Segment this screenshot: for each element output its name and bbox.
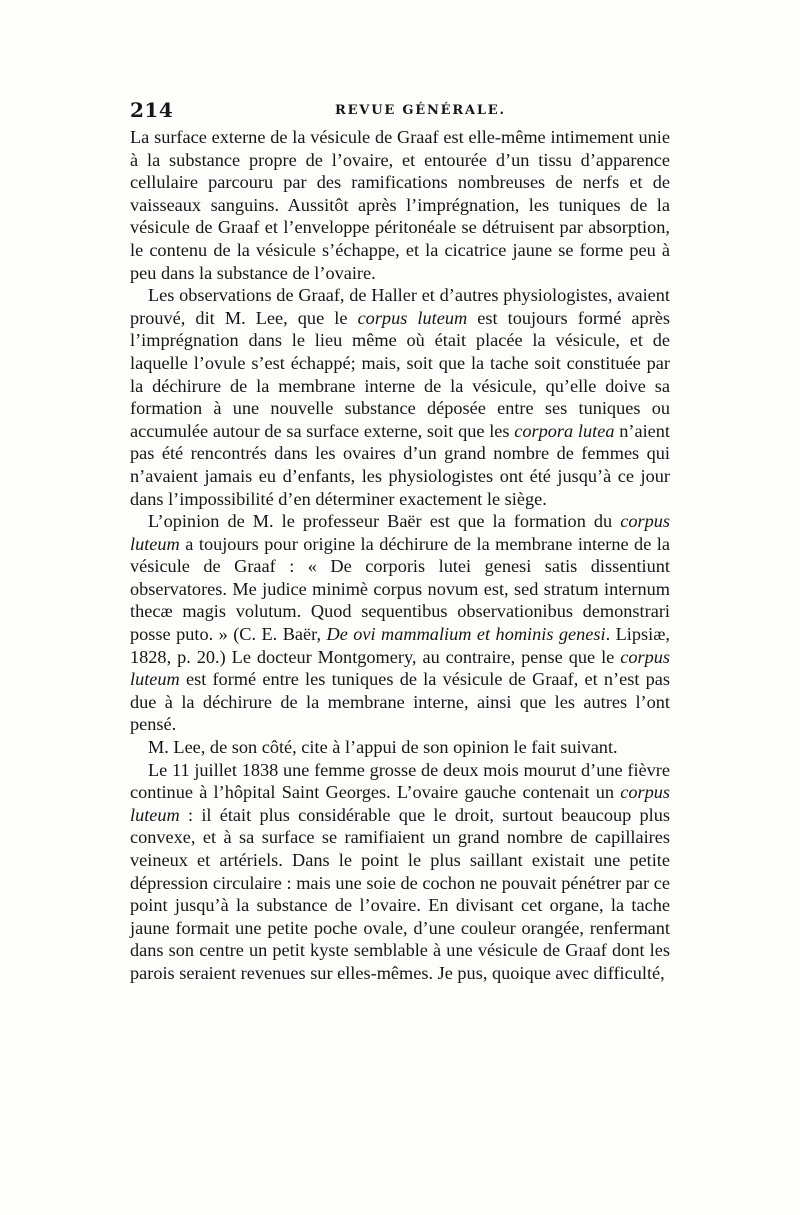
text-run: a toujours pour origine la déchirure de la membrane interne de la vésicule de Graaf : « De corporis lutei genesi satis dissentiunt observatores. Me judice minimè corpus novum est, sed stratum internum thecæ magis volutum. Quod sequentibus observationibus demonstrari posse puto. » (C. E. Baër, bbox=[130, 533, 670, 645]
text-run: Les observations de Graaf, de Haller et d’autres physiologistes, avaient prouvé, dit M. Lee, que le bbox=[130, 285, 670, 328]
running-title: REVUE GÉNÉRALE. bbox=[335, 103, 506, 118]
page-number: 214 bbox=[130, 98, 174, 122]
body-text bbox=[130, 126, 670, 985]
text-run: n’aient pas été rencontrés dans les ovaires d’un grand nombre de femmes qui n’avaient jamais eu d’enfants, les physiologistes ont été jusqu’à ce jour dans l’impossibilité d’en déterminer exactement le siège. bbox=[130, 420, 670, 509]
italic-term: corpus luteum bbox=[130, 782, 670, 825]
paragraph bbox=[130, 736, 670, 759]
paragraph bbox=[130, 284, 670, 510]
italic-term: De ovi mammalium et hominis genesi bbox=[326, 624, 606, 645]
paragraph bbox=[130, 126, 670, 284]
italic-term: corpus luteum bbox=[357, 307, 468, 328]
text-run: Le 11 juillet 1838 une femme grosse de deux mois mourut d’une fièvre continue à l’hôpital Saint Georges. L’ovaire gauche contenait un bbox=[130, 759, 670, 803]
italic-term: corpus luteum bbox=[130, 511, 670, 554]
text-run: L’opinion de M. le professeur Baër est que la formation du bbox=[148, 511, 621, 532]
running-head bbox=[130, 98, 670, 124]
text-run: . Lipsiæ, 1828, p. 20.) Le docteur Montgomery, au contraire, pense que le bbox=[130, 624, 670, 667]
italic-term: corpora lutea bbox=[514, 420, 615, 441]
text-run: : il était plus considérable que le droit, surtout beaucoup plus convexe, et à sa surface se ramifiaient un grand nombre de capillaires veineux et artériels. Dans le point le plus saillant existait une petite dépression circulaire : mais une soie de cochon ne pouvait pénétrer par ce point jusqu’à la substance de l’ovaire. En divisant cet organe, la tache jaune formait une petite poche ovale, d’une couleur orangée, renfermant dans son centre un petit kyste semblable à une vésicule de Graaf dont les parois seraient revenues sur elles-mêmes. Je pus, quoique avec difficulté, bbox=[130, 804, 670, 983]
text-run: La surface externe de la vésicule de Graaf est elle-même intimement unie à la substance propre de l’ovaire, et entourée d’un tissu d’apparence cellulaire parcouru par des ramifications nombreuses de nerfs et de vaisseaux sanguins. Aussitôt après l’imprégnation, les tuniques de la vésicule de Graaf et l’enveloppe péritonéale se détruisent par absorption, le contenu de la vésicule s’échappe, et la cicatrice jaune se forme peu à peu dans la substance de l’ovaire. bbox=[130, 127, 670, 283]
paragraph bbox=[130, 759, 670, 985]
text-run: est formé entre les tuniques de la vésicule de Graaf, et n’est pas due à la déchirure de la membrane interne, ainsi que les autres l’ont pensé. bbox=[130, 669, 670, 735]
text-run: est toujours formé après l’imprégnation dans le lieu même où était placée la vésicule, et de laquelle l’ovule s’est échappé; mais, soit que la tache soit constituée par la déchirure de la membrane interne de la vésicule, qu’elle doive sa formation à une nouvelle substance déposée entre ses tuniques ou accumulée autour de sa surface externe, soit que les bbox=[130, 307, 671, 441]
paragraph bbox=[130, 510, 670, 736]
text-run: M. Lee, de son côté, cite à l’appui de son opinion le fait suivant. bbox=[148, 737, 618, 758]
italic-term: corpus luteum bbox=[130, 646, 670, 690]
